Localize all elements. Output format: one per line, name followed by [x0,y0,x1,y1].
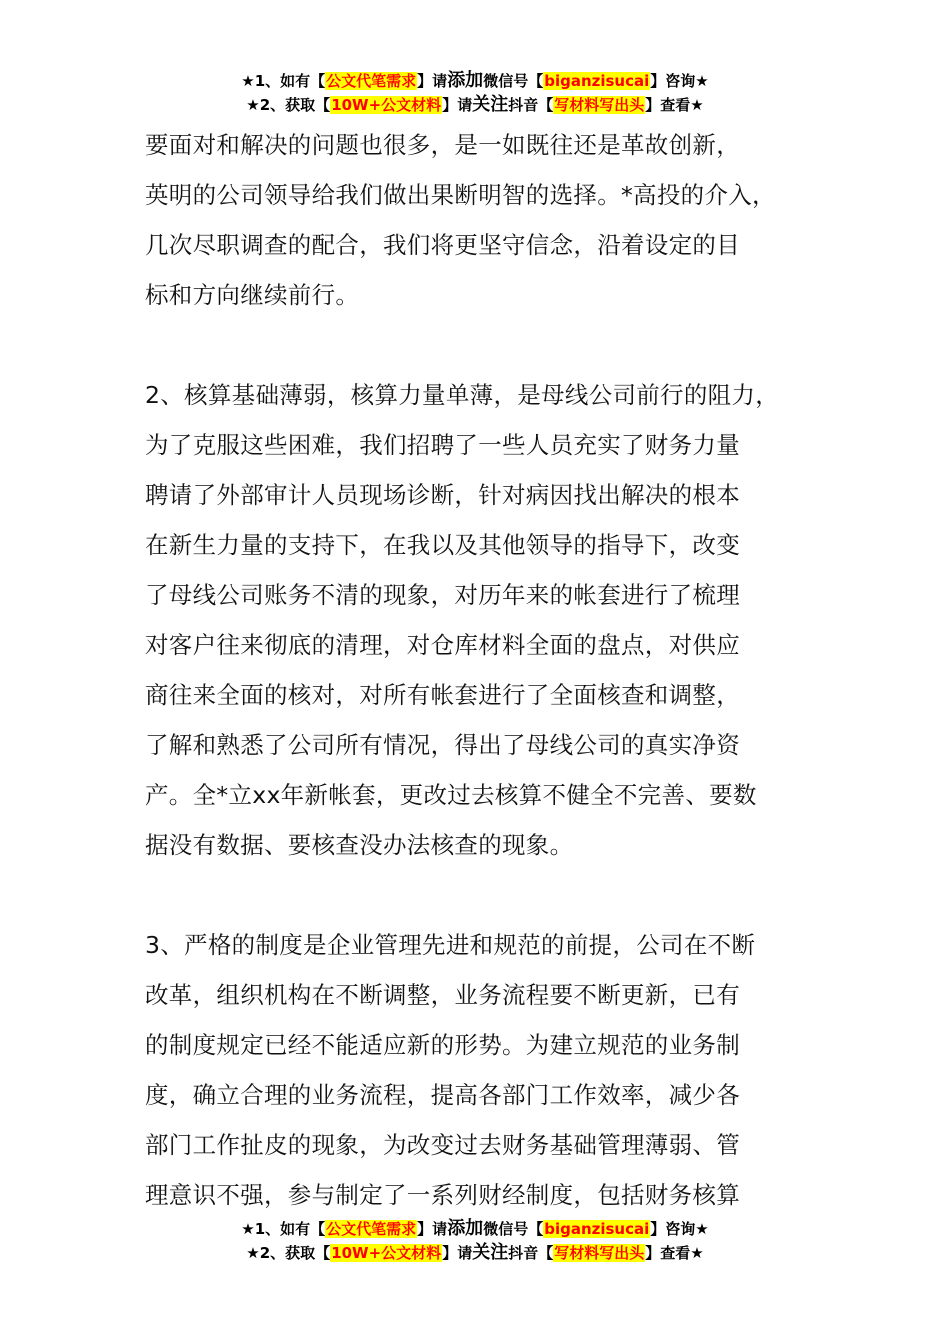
text-line: 的制度规定已经不能适应新的形势。为建立规范的业务制 [145,1031,740,1059]
promo-text: ★1、如有【 [241,1220,326,1238]
bottom-promo-banner [0,1217,950,1265]
promo-text: ★2、获取【 [246,1244,331,1262]
text-line: 部门工作扯皮的现象，为改变过去财务基础管理薄弱、管 [145,1131,740,1159]
promo-highlight-materials: 10W+公文材料 [331,96,442,114]
paragraph-1 [145,120,845,320]
top-promo-banner [0,69,950,117]
promo-text: 抖音【 [508,1244,554,1262]
text-line: 几次尽职调查的配合，我们将更坚守信念，沿着设定的目 [145,231,740,259]
promo-highlight-service: 公文代笔需求 [326,72,417,90]
text-line: 在新生力量的支持下，在我以及其他领导的指导下，改变 [145,531,740,559]
promo-emphasis: 添加 [447,70,484,91]
text-line: 2、核算基础薄弱，核算力量单薄，是母线公司前行的阻力， [145,381,780,409]
promo-text: 微信号【 [483,1220,544,1238]
text-line: 度，确立合理的业务流程，提高各部门工作效率，减少各 [145,1081,740,1109]
promo-text: 】咨询★ [650,1220,709,1238]
promo-text: ★2、获取【 [246,96,331,114]
promo-line-2 [0,1241,950,1265]
promo-highlight-service: 公文代笔需求 [326,1220,417,1238]
text-line: 了解和熟悉了公司所有情况，得出了母线公司的真实净资 [145,731,740,759]
promo-line-1 [0,1217,950,1241]
promo-text: 抖音【 [508,96,554,114]
promo-text: 】咨询★ [650,72,709,90]
text-line: 产。全*立xx年新帐套，更改过去核算不健全不完善、要数 [145,781,757,809]
text-line: 商往来全面的核对，对所有帐套进行了全面核查和调整， [145,681,740,709]
promo-highlight-wechat: biganzisucai [544,72,650,90]
text-line: 据没有数据、要核查没办法核查的现象。 [145,831,574,859]
promo-text: 】请 [442,1244,473,1262]
paragraph-2 [145,370,845,870]
text-line: 聘请了外部审计人员现场诊断，针对病因找出解决的根本 [145,481,740,509]
text-line: 理意识不强，参与制定了一系列财经制度，包括财务核算 [145,1181,740,1209]
promo-text: ★1、如有【 [241,72,326,90]
paragraph-spacer [145,870,845,920]
promo-line-2 [0,93,950,117]
text-line: 要面对和解决的问题也很多，是一如既往还是革故创新， [145,131,740,159]
text-line: 对客户往来彻底的清理，对仓库材料全面的盘点，对供应 [145,631,740,659]
promo-highlight-materials: 10W+公文材料 [331,1244,442,1262]
promo-emphasis: 关注 [472,94,509,115]
promo-text: 微信号【 [483,72,544,90]
promo-line-1 [0,69,950,93]
text-line: 3、严格的制度是企业管理先进和规范的前提，公司在不断 [145,931,756,959]
text-line: 了母线公司账务不清的现象，对历年来的帐套进行了梳理 [145,581,740,609]
promo-emphasis: 关注 [472,1242,509,1263]
paragraph-spacer [145,320,845,370]
promo-highlight-douyin: 写材料写出头 [554,1244,645,1262]
promo-text: 】查看★ [645,96,704,114]
text-line: 改革，组织机构在不断调整，业务流程要不断更新，已有 [145,981,740,1009]
text-line: 英明的公司领导给我们做出果断明智的选择。*高投的介入， [145,181,776,209]
text-line: 标和方向继续前行。 [145,281,360,309]
promo-text: 】请 [417,1220,448,1238]
text-line: 为了克服这些困难，我们招聘了一些人员充实了财务力量 [145,431,740,459]
promo-emphasis: 添加 [447,1218,484,1239]
paragraph-3 [145,920,845,1220]
document-body [145,120,845,1220]
promo-highlight-douyin: 写材料写出头 [554,96,645,114]
promo-text: 】请 [417,72,448,90]
promo-text: 】请 [442,96,473,114]
promo-text: 】查看★ [645,1244,704,1262]
promo-highlight-wechat: biganzisucai [544,1220,650,1238]
